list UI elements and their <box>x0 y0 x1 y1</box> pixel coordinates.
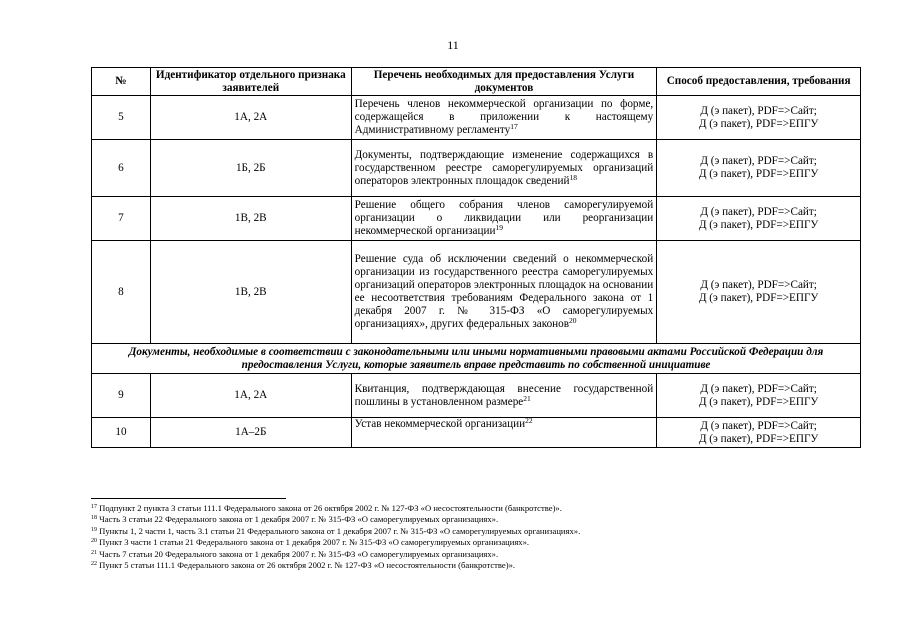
document-text: Решение общего собрания членов саморегулируемой организации о ликвидации или реорганизации некоммерческой организации <box>354 199 654 237</box>
row-identifier: 1А–2Б <box>150 418 351 448</box>
document-text: Квитанция, подтверждающая внесение государственной пошлины в установленном размере <box>354 382 654 408</box>
document-text: Устав некоммерческой организации <box>354 418 526 430</box>
row-number: 8 <box>92 241 151 344</box>
row-method <box>657 96 861 140</box>
footnote-text: Часть 3 статьи 22 Федерального закона от 1 декабря 2007 г. № 315-ФЗ «О саморегулируемых организациях». <box>99 514 499 525</box>
table-row <box>92 374 861 418</box>
footnote <box>91 526 871 537</box>
method-line: Д (э пакет), PDF=>Сайт; <box>700 104 817 117</box>
row-method <box>657 418 861 448</box>
footnote-text: Подпункт 2 пункта 3 статьи 111.1 Федерального закона от 26 октября 2002 г. № 127-ФЗ «О несостоятельности (банкротстве)». <box>99 503 562 513</box>
row-documents <box>351 374 657 418</box>
footnote-number: 18 <box>91 515 97 522</box>
footnote-number: 22 <box>91 561 97 568</box>
table-row <box>92 96 861 140</box>
table-row <box>92 197 861 241</box>
method-line: Д (э пакет), PDF=>Сайт; <box>700 382 817 395</box>
method-line: Д (э пакет), PDF=>ЕПГУ <box>698 432 819 445</box>
footnote-ref: 22 <box>525 416 533 425</box>
section-row <box>92 344 861 374</box>
row-identifier: 1Б, 2Б <box>150 140 351 197</box>
table-header-row <box>92 68 861 96</box>
footnote-text: Часть 7 статьи 20 Федерального закона от 1 декабря 2007 г. № 315-ФЗ «О саморегулируемых организациях». <box>99 548 499 559</box>
table-row <box>92 241 861 344</box>
document-text: Решение суда об исключении сведений о некоммерческой организации из государственного реестра саморегулируемых организаций операторов электронных площадок на основании ее несоответствия требованиям Федерального закона от 1 декабря 2007 г. № 315-ФЗ «О саморегулируемых организациях», других федеральных законов <box>354 253 654 330</box>
header-documents: Перечень необходимых для предоставления Услуги документов <box>351 68 657 96</box>
footnote-number: 17 <box>91 504 97 510</box>
document-text: Перечень членов некоммерческой организации по форме, содержащейся в приложении к настоящему Административному регламенту <box>354 98 654 136</box>
row-identifier: 1А, 2А <box>150 96 351 140</box>
footnote-ref: 19 <box>495 223 503 232</box>
row-documents <box>351 96 657 140</box>
row-identifier: 1В, 2В <box>150 241 351 344</box>
document-text: Документы, подтверждающие изменение содержащихся в государственном реестре саморегулируемых организаций операторов электронных площадок сведений <box>354 148 654 187</box>
method-line: Д (э пакет), PDF=>Сайт; <box>700 155 817 167</box>
footnote-number: 21 <box>91 549 97 556</box>
footnote-text: Пункт 5 статьи 111.1 Федерального закона от 26 октября 2002 г. № 127-ФЗ «О несостоятельности (банкротстве)». <box>99 560 516 571</box>
header-number: № <box>92 68 151 96</box>
row-number: 7 <box>92 197 151 241</box>
row-number: 5 <box>92 96 151 140</box>
footnote-number: 19 <box>91 526 97 533</box>
footnote-ref: 21 <box>523 393 531 403</box>
method-line: Д (э пакет), PDF=>ЕПГУ <box>698 292 819 304</box>
row-number: 6 <box>92 140 151 197</box>
footnote <box>91 503 871 514</box>
row-number: 9 <box>92 374 151 418</box>
header-method: Способ предоставления, требования <box>657 68 861 96</box>
table-row <box>92 140 861 197</box>
method-line: Д (э пакет), PDF=>ЕПГУ <box>698 168 819 180</box>
footnote-number: 20 <box>91 538 97 545</box>
row-documents <box>351 140 657 197</box>
row-number: 10 <box>92 418 151 448</box>
documents-table <box>91 67 861 448</box>
footnotes <box>91 503 871 571</box>
method-line: Д (э пакет), PDF=>Сайт; <box>700 419 817 432</box>
row-identifier: 1В, 2В <box>150 197 351 241</box>
footnote-ref: 20 <box>569 316 577 325</box>
row-documents <box>351 418 657 448</box>
footnote <box>91 549 871 560</box>
method-line: Д (э пакет), PDF=>Сайт; <box>700 279 817 291</box>
row-documents <box>351 197 657 241</box>
table-row <box>92 418 861 448</box>
row-method <box>657 140 861 197</box>
footnote-text: Пункт 3 части 1 статьи 21 Федерального закона от 1 декабря 2007 г. № 315-ФЗ «О саморегулируемых организациях». <box>99 537 530 548</box>
page-number: 11 <box>447 38 459 52</box>
footnote <box>91 514 871 525</box>
header-identifier: Идентификатор отдельного признака заявителей <box>150 68 351 96</box>
row-method <box>657 197 861 241</box>
row-documents <box>351 241 657 344</box>
row-method <box>657 241 861 344</box>
footnote-text: Пункты 1, 2 части 1, часть 3.1 статьи 21 Федерального закона от 1 декабря 2007 г. № 315-ФЗ «О саморегулируемых организациях». <box>99 525 581 536</box>
method-line: Д (э пакет), PDF=>ЕПГУ <box>698 117 819 130</box>
section-title: Документы, необходимые в соответствии с законодательными или иными нормативными правовыми актами Российской Федерации для предоставления Услуги, которые заявитель вправе представить по собственной инициативе <box>92 344 861 374</box>
footnote <box>91 537 871 548</box>
method-line: Д (э пакет), PDF=>Сайт; <box>700 205 817 218</box>
footnote-ref: 18 <box>569 172 577 182</box>
row-method <box>657 374 861 418</box>
footnote-separator <box>91 498 286 499</box>
footnote <box>91 560 871 571</box>
method-line: Д (э пакет), PDF=>ЕПГУ <box>698 218 819 231</box>
method-line: Д (э пакет), PDF=>ЕПГУ <box>698 395 819 408</box>
row-identifier: 1А, 2А <box>150 374 351 418</box>
footnote-ref: 17 <box>510 122 518 131</box>
